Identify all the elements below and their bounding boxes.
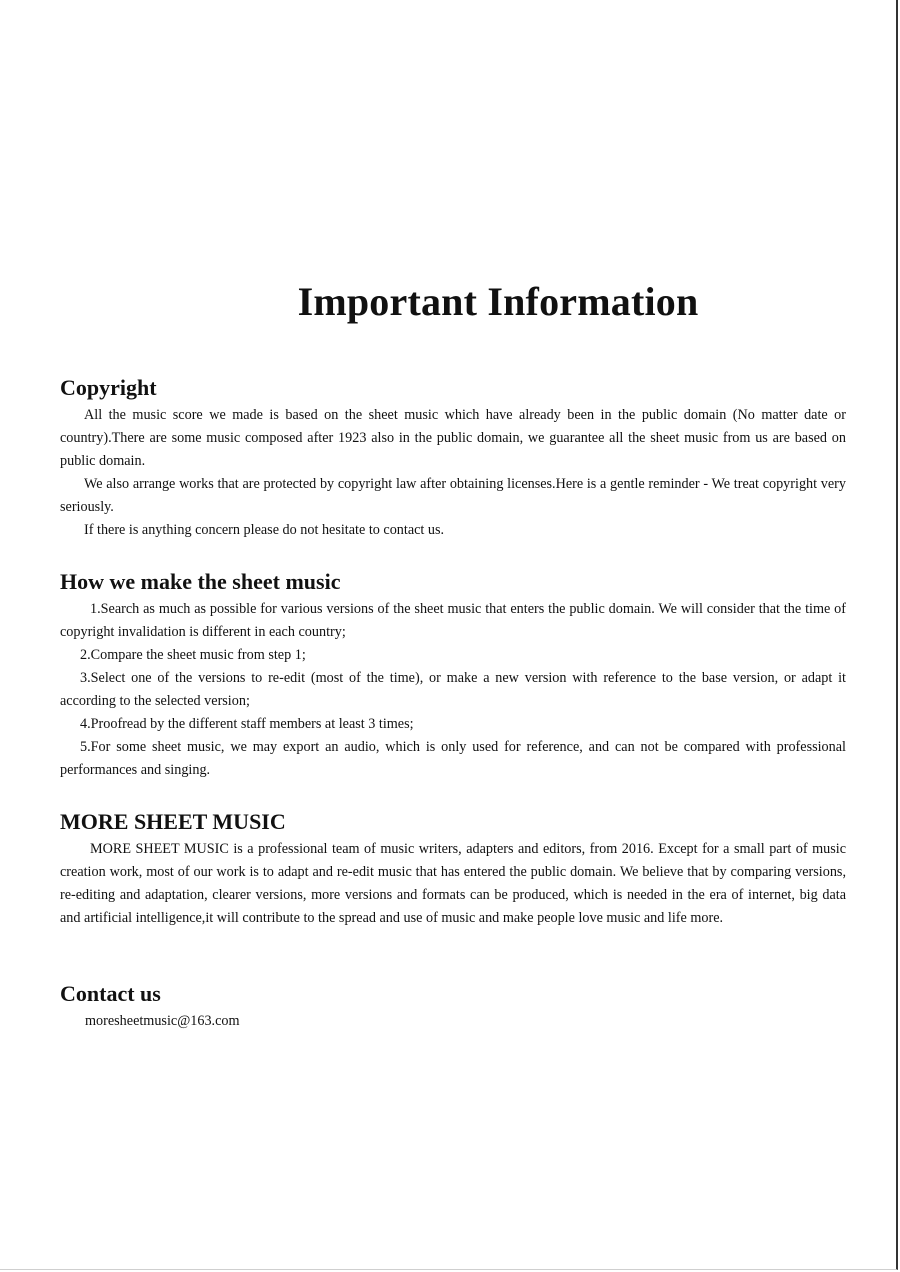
how-step: 4.Proofread by the different staff members at least 3 times; bbox=[80, 716, 414, 732]
title-area bbox=[0, 0, 900, 340]
page-title: Important Information bbox=[297, 279, 699, 324]
more-sheet-music-section bbox=[60, 808, 846, 930]
how-heading: How we make the sheet music bbox=[60, 569, 341, 594]
how-step: 2.Compare the sheet music from step 1; bbox=[80, 647, 306, 663]
contact-email: moresheetmusic@163.com bbox=[85, 1013, 240, 1029]
contact-heading: Contact us bbox=[60, 981, 161, 1006]
copyright-paragraph: If there is anything concern please do not hesitate to contact us. bbox=[84, 522, 445, 538]
copyright-section bbox=[60, 374, 846, 542]
how-step: 5.For some sheet music, we may export an audio, which is only used for reference, and can not be compared with professional performances and singing. bbox=[60, 739, 846, 778]
copyright-paragraph: We also arrange works that are protected by copyright law after obtaining licenses.Here is a gentle reminder - We treat copyright very seriously. bbox=[60, 476, 846, 515]
copyright-heading: Copyright bbox=[60, 375, 157, 400]
contact-section bbox=[60, 980, 846, 1033]
how-we-make-section bbox=[60, 568, 846, 782]
more-paragraph: MORE SHEET MUSIC is a professional team of music writers, adapters and editors, from 2016. Except for a small part of music creation work, most of our work is to adapt and re-edit music that has entered the public domain. We believe that by comparing versions, re-editing and adaptation, clearer versions, more versions and formats can be produced, which is needed in the era of internet, big data and artificial intelligence,it will contribute to the spread and use of music and make people love music and life more. bbox=[60, 841, 846, 926]
how-step: 3.Select one of the versions to re-edit (most of the time), or make a new version with reference to the base version, or adapt it according to the selected version; bbox=[60, 670, 846, 709]
more-heading: MORE SHEET MUSIC bbox=[60, 809, 286, 834]
copyright-paragraph: All the music score we made is based on the sheet music which have already been in the public domain (No matter date or country).There are some music composed after 1923 also in the public domain, we guarantee all the sheet music from us are based on public domain. bbox=[60, 407, 846, 469]
how-step: 1.Search as much as possible for various versions of the sheet music that enters the public domain. We will consider that the time of copyright invalidation is different in each country; bbox=[60, 601, 846, 640]
